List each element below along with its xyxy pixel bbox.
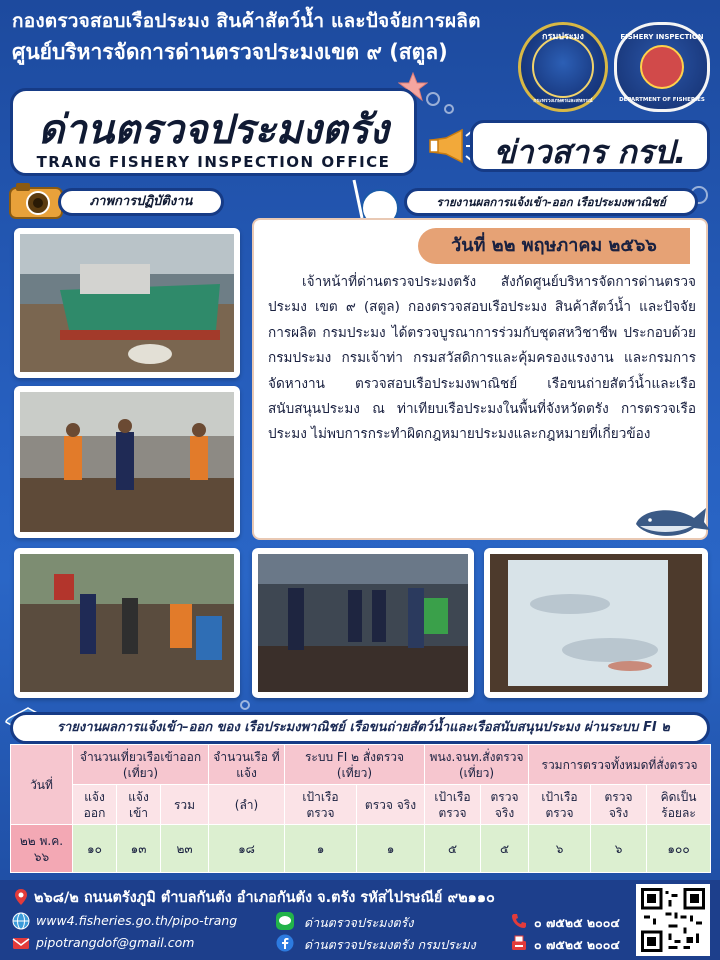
- report-text-box: [252, 218, 708, 540]
- bubble-decoration: [240, 700, 250, 710]
- footer-facebook[interactable]: ด่านตรวจประมงตรัง กรมประมง: [304, 937, 476, 952]
- photo-fish-catch: [484, 548, 708, 698]
- footer-email[interactable]: pipotrangdof@gmail.com: [36, 935, 195, 950]
- col-header-date: วันที่: [11, 745, 73, 825]
- cell-total-target: ๖: [529, 825, 591, 873]
- table-row: [11, 825, 711, 873]
- facebook-icon: [276, 934, 294, 952]
- activities-label: ภาพการปฏิบัติงาน: [58, 188, 224, 216]
- office-title-box: [10, 88, 417, 176]
- report-label: รายงานผลการแจ้งเข้า-ออก เรือประมงพาณิชย์: [404, 188, 698, 216]
- megaphone-icon: [428, 128, 472, 164]
- cell-in: ๑๓: [117, 825, 161, 873]
- cell-fi2-target: ๑: [285, 825, 357, 873]
- news-label-box: [470, 120, 710, 172]
- photo-inspection-team-dock: [14, 386, 240, 538]
- sub-header-in: แจ้ง เข้า: [117, 785, 161, 825]
- fax-icon: [510, 934, 528, 952]
- bubble-decoration: [426, 92, 440, 106]
- footer-address: ๒๖๘/๒ ถนนตรังภูมิ ตำบลกันตัง อำเภอกันตัง จ.ตรัง รหัสไปรษณีย์ ๙๒๑๑๐: [34, 890, 495, 906]
- globe-icon: [12, 912, 30, 930]
- sub-header-pnc-actual: ตรวจ จริง: [481, 785, 529, 825]
- footer-phone[interactable]: ๐ ๗๕๒๕ ๒๐๐๔: [534, 915, 620, 930]
- photo-team-briefing: [252, 548, 474, 698]
- news-label: ข่าวสาร กรป.: [493, 133, 687, 171]
- footer-line[interactable]: ด่านตรวจประมงตรัง: [304, 915, 414, 930]
- col-group-pnc: พนง.จนท.สั่งตรวจ (เที่ยว): [425, 745, 529, 785]
- seal-right-top-text: FISHERY INSPECTION: [620, 33, 704, 41]
- col-group-total: รวมการตรวจทั้งหมดที่สั่งตรวจ: [529, 745, 711, 785]
- report-body: เจ้าหน้าที่ด่านตรวจประมงตรัง สังกัดศูนย์บริหารจัดการด่านตรวจประมง เขต ๙ (สตูล) กองตรวจสอบเรือประมง สินค้าสัตว์น้ำ และปัจจัยการผลิต กรมประมง ได้ตรวจบูรณาการร่วมกับชุดสหวิชาชีพ ประกอบด้วย กรมประมง กรมเจ้าท่า กรมสวัสดิการและคุ้มครองแรงงาน และกรมการจัดหางาน ตรวจสอบเรือประมงพาณิชย์ เรือขนถ่ายสัตว์น้ำและเรือสนับสนุนประมง ณ ท่าเทียบเรือประมงในพื้นที่จังหวัดตรัง การตรวจเรือประมง ไม่พบการกระทำผิดกฎหมายประมงและกฎหมายที่เกี่ยวข้อง: [268, 274, 696, 443]
- col-group-boats: จำนวนเรือ ที่แจ้ง: [209, 745, 285, 785]
- cell-pnc-target: ๕: [425, 825, 481, 873]
- table-title: รายงานผลการแจ้งเข้า–ออก ของ เรือประมงพาณิชย์ เรือขนถ่ายสัตว์น้ำและเรือสนับสนุนประมง ผ่านระบบ FI ๒: [10, 712, 710, 744]
- sub-header-sum: รวม: [161, 785, 209, 825]
- seal-left-top-text: กรมประมง: [542, 32, 584, 42]
- sub-header-total-actual: ตรวจ จริง: [591, 785, 647, 825]
- cell-out: ๑๐: [73, 825, 117, 873]
- line-app-icon: [276, 912, 294, 930]
- header-center: ศูนย์บริหารจัดการด่านตรวจประมงเขต ๙ (สตูล): [12, 40, 448, 64]
- photo-crew-check: [14, 548, 240, 698]
- sub-header-percent: คิดเป็น ร้อยละ: [647, 785, 711, 825]
- cell-total-actual: ๖: [591, 825, 647, 873]
- sub-header-total-target: เป้าเรือ ตรวจ: [529, 785, 591, 825]
- sub-header-pnc-target: เป้าเรือ ตรวจ: [425, 785, 481, 825]
- seal-right-bottom-text: DEPARTMENT OF FISHERIES: [619, 97, 705, 103]
- cell-percent: ๑๐๐: [647, 825, 711, 873]
- whale-icon: [632, 498, 712, 542]
- header-department: กองตรวจสอบเรือประมง สินค้าสัตว์น้ำ และปัจจัยการผลิต: [12, 10, 481, 32]
- cell-boats: ๑๘: [209, 825, 285, 873]
- cell-pnc-actual: ๕: [481, 825, 529, 873]
- inspection-stats-table: [10, 744, 711, 873]
- cell-fi2-actual: ๑: [357, 825, 425, 873]
- email-icon: [12, 934, 30, 952]
- fishery-inspection-logo: [614, 22, 710, 112]
- footer-fax: ๐ ๗๕๒๕ ๒๐๐๔: [534, 937, 620, 952]
- fisheries-seal-logo: [518, 22, 608, 112]
- sub-header-out: แจ้ง ออก: [73, 785, 117, 825]
- phone-icon: [510, 912, 528, 930]
- qr-code[interactable]: [636, 884, 710, 956]
- office-title-thai: ด่านตรวจประมงตรัง: [38, 107, 389, 153]
- footer-website[interactable]: www4.fisheries.go.th/pipo-trang: [36, 913, 238, 928]
- seal-left-bottom-text: กระทรวงเกษตรและสหกรณ์: [533, 98, 593, 104]
- camera-icon: [8, 180, 64, 220]
- col-group-inout: จำนวนเที่ยวเรือเข้าออก (เที่ยว): [73, 745, 209, 785]
- location-pin-icon: [12, 888, 30, 906]
- sub-header-fi2-actual: ตรวจ จริง: [357, 785, 425, 825]
- office-title-english: TRANG FISHERY INSPECTION OFFICE: [36, 153, 391, 171]
- report-date: วันที่ ๒๒ พฤษภาคม ๒๕๖๖: [418, 228, 690, 264]
- cell-date: ๒๒ พ.ค. ๖๖: [11, 825, 73, 873]
- bubble-decoration: [444, 104, 454, 114]
- sub-header-unit: (ลำ): [209, 785, 285, 825]
- cell-sum: ๒๓: [161, 825, 209, 873]
- photo-fishing-boat: [14, 228, 240, 378]
- col-group-fi2: ระบบ FI ๒ สั่งตรวจ (เที่ยว): [285, 745, 425, 785]
- sub-header-fi2-target: เป้าเรือ ตรวจ: [285, 785, 357, 825]
